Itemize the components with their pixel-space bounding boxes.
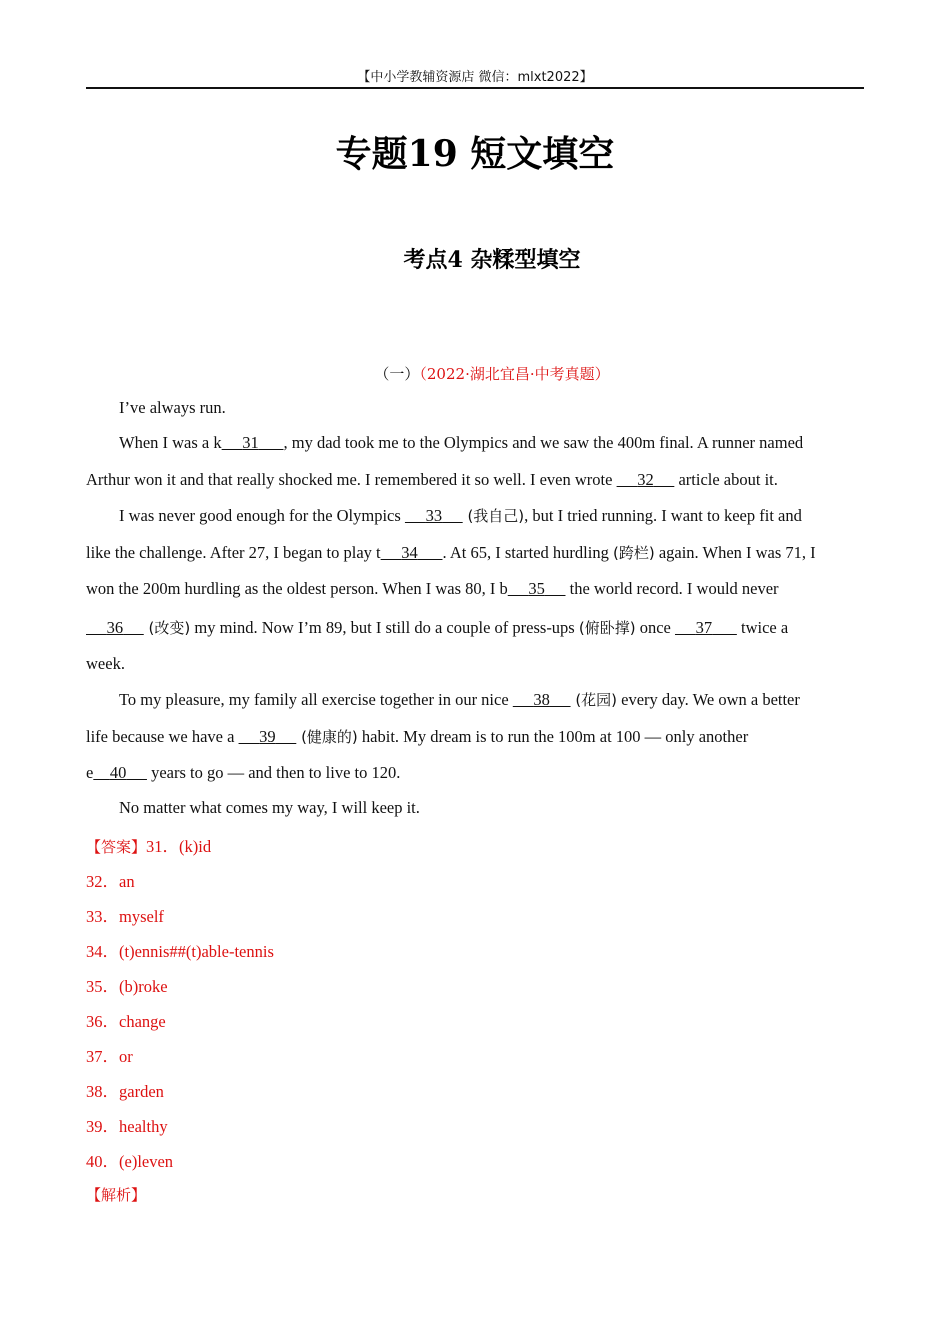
blank-35[interactable]: 35 (528, 579, 545, 598)
blank-33[interactable]: 33 (425, 506, 443, 525)
passage-paragraph-1: I’ve always run. (119, 398, 226, 417)
passage-line: I was never good enough for the Olympics 33 (我自己), but I tried running. I want to keep fit and (119, 506, 802, 525)
answer-item: 【答案】31．(k)id (86, 837, 212, 856)
passage-line: week. (86, 654, 125, 673)
passage-line: life because we have a 39 (健康的) habit. My dream is to run the 100m at 100 — only another (86, 727, 749, 746)
answer-item: 32．an (86, 872, 135, 891)
blank-34[interactable]: 34 (401, 543, 418, 562)
question-number: （一） (374, 365, 420, 383)
passage-line: won the 200m hurdling as the oldest person. When I was 80, I b 35 the world record. I would never (86, 579, 779, 598)
answer-item: 40．(e)leven (86, 1152, 174, 1171)
section-subtitle: 考点4 杂糅型填空 (403, 247, 581, 273)
page-header: 【中小学教辅资源店 微信：mlxt2022】 (357, 70, 593, 85)
blank-31[interactable]: 31 (242, 433, 259, 452)
answer-item: 36．change (86, 1012, 166, 1031)
answer-item: 38．garden (86, 1082, 164, 1101)
blank-40[interactable]: 40 (109, 763, 127, 782)
blank-36[interactable]: 36 (106, 618, 124, 637)
blank-39[interactable]: 39 (259, 727, 276, 746)
passage-line: 36 (改变) my mind. Now I’m 89, but I still do a couple of press-ups (俯卧撑) once 37 twice a (86, 617, 788, 638)
page-title: 专题19 短文填空 (335, 133, 615, 175)
answer-item: 34．(t)ennis##(t)able-tennis (86, 942, 274, 961)
passage-paragraph-5: No matter what comes my way, I will keep it. (119, 798, 420, 817)
passage-line: When I was a k 31 , my dad took me to the Olympics and we saw the 400m final. A runner named (119, 433, 804, 452)
passage-line: e 40 years to go — and then to live to 120. (86, 763, 401, 782)
source-text: （2022·湖北宜昌·中考真题） (419, 365, 610, 383)
question-source (0, 363, 950, 384)
passage-line: Arthur won it and that really shocked me. I remembered it so well. I even wrote 32 article about it. (86, 470, 778, 489)
header-rule (86, 87, 864, 89)
blank-37[interactable]: 37 (695, 618, 713, 637)
answer-item: 39．healthy (86, 1117, 168, 1136)
blank-32[interactable]: 32 (637, 470, 654, 489)
answer-item: 37．or (86, 1047, 133, 1066)
answer-label: 【答案】 (86, 838, 147, 856)
blank-38[interactable]: 38 (533, 690, 550, 709)
answer-item: 33．myself (86, 907, 164, 926)
passage-line: To my pleasure, my family all exercise together in our nice 38 (花园) every day. We own a better (119, 690, 800, 709)
analysis-label: 【解析】 (86, 1186, 147, 1204)
passage-line: like the challenge. After 27, I began to play t 34 . At 65, I started hurdling (跨栏) again. When I was 71, I (86, 543, 816, 562)
answer-item: 35．(b)roke (86, 977, 168, 996)
